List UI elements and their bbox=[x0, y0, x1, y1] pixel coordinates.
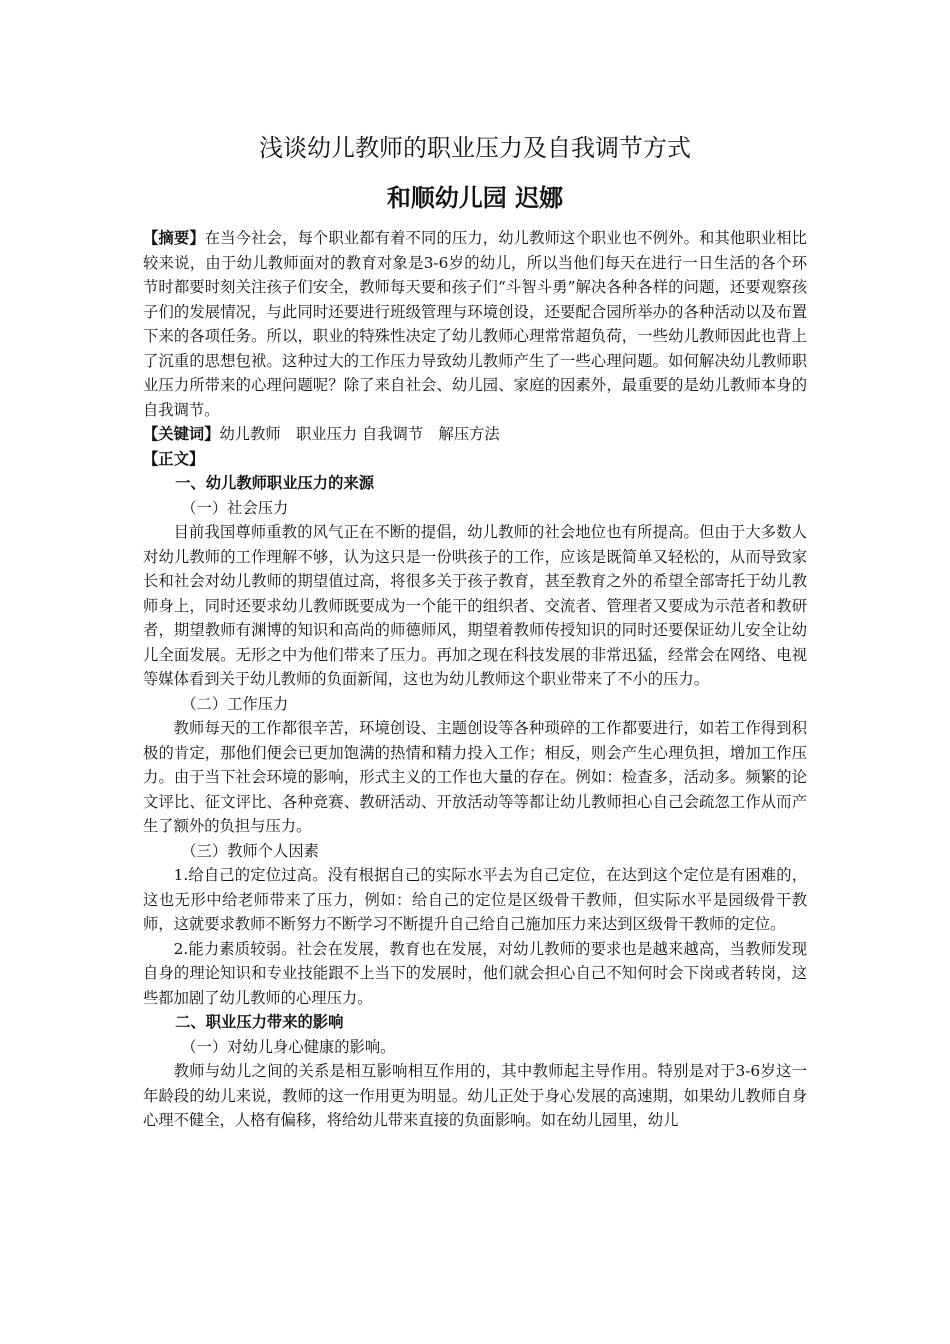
body-paragraph: 目前我国尊师重教的风气正在不断的提倡，幼儿教师的社会地位也有所提高。但由于大多数人对幼儿教师的工作理解不够，认为这只是一份哄孩子的工作，应该是既简单又轻松的，从而导致家长和社会对幼儿教师的期望值过高，将很多关于孩子教育，甚至教育之外的希望全部寄托于幼儿教师身上，同时还要求幼儿教师既要成为一个能干的组织者、交流者、管理者又要成为示范者和教研者，期望教师有渊博的知识和高尚的师德师风，期望着教师传授知识的同时还要保证幼儿安全让幼儿全面发展。无形之中为他们带来了压力。再加之现在科技发展的非常迅猛，经常会在网络、电视等媒体看到关于幼儿教师的负面新闻，这也为幼儿教师这个职业带来了不小的压力。 bbox=[143, 523, 807, 688]
body-paragraph: 2.能力素质较弱。社会在发展，教育也在发展，对幼儿教师的要求也是越来越高，当教师发现自身的理论知识和专业技能跟不上当下的发展时，他们就会担心自己不知何时会下岗或者转岗，这些都加剧了幼儿教师的心理压力。 bbox=[143, 939, 807, 1007]
keywords-text: 幼儿教师 职业压力 自我调节 解压方法 bbox=[219, 425, 500, 443]
body-paragraph: 教师每天的工作都很辛苦，环境创设、主题创设等各种琐碎的工作都要进行，如若工作得到积极的肯定，那他们便会已更加饱满的热情和精力投入工作；相反，则会产生心理负担，增加工作压力。由于当下社会环境的影响，形式主义的工作也大量的存在。例如：检查多，活动多。频繁的论文评比、征文评比、各种竞赛、教研活动、开放活动等等都让幼儿教师担心自己会疏忽工作从而产生了额外的负担与压力。 bbox=[143, 719, 807, 835]
section-heading: 二、职业压力带来的影响 bbox=[175, 1013, 344, 1031]
section-heading: 一、幼儿教师职业压力的来源 bbox=[175, 474, 374, 492]
document-title: 浅谈幼儿教师的职业压力及自我调节方式 bbox=[259, 134, 691, 162]
subsection-heading: （二）工作压力 bbox=[181, 694, 289, 713]
abstract-text: 在当今社会，每个职业都有着不同的压力，幼儿教师这个职业也不例外。和其他职业相比较来说，由于幼儿教师面对的教育对象是3-6岁的幼儿，所以当他们每天在进行一日生活的各个环节时都要时刻关注孩子们安全，教师每天要和孩子们“斗智斗勇”解决各种各样的问题，还要观察孩子们的发展情况，与此同时还要进行班级管理与环境创设，还要配合园所举办的各种活动以及布置下来的各项任务。所以，职业的特殊性决定了幼儿教师心理常常超负荷，一些幼儿教师因此也背上了沉重的思想包袱。这种过大的工作压力导致幼儿教师产生了一些心理问题。如何解决幼儿教师职业压力所带来的心理问题呢？除了来自社会、幼儿园、家庭的因素外，最重要的是幼儿教师本身的自我调节。 bbox=[143, 229, 807, 419]
abstract-paragraph bbox=[143, 226, 807, 422]
document-page bbox=[143, 128, 807, 1133]
keywords-paragraph bbox=[143, 422, 807, 447]
subsection-heading: （一）社会压力 bbox=[181, 498, 289, 517]
body-paragraph: 1.给自己的定位过高。没有根据自己的实际水平去为自己定位，在达到这个定位是有困难的，这也无形中给老师带来了压力，例如：给自己的定位是区级骨干教师，但实际水平是园级骨干教师，这就要求教师不断努力不断学习不断提升自己给自己施加压力来达到区级骨干教师的定位。 bbox=[143, 866, 807, 933]
abstract-label: 【摘要】 bbox=[143, 229, 205, 247]
keywords-label: 【关键词】 bbox=[143, 425, 220, 443]
document-author: 和顺幼儿园 迟娜 bbox=[386, 184, 564, 212]
body-label: 【正文】 bbox=[143, 449, 205, 468]
body-paragraph: 教师与幼儿之间的关系是相互影响相互作用的，其中教师起主导作用。特别是对于3-6岁这一年龄段的幼儿来说，教师的这一作用更为明显。幼儿正处于身心发展的高速期，如果幼儿教师自身心理不健全，人格有偏移，将给幼儿带来直接的负面影响。如在幼儿园里，幼儿 bbox=[143, 1062, 807, 1129]
subsection-heading: （三）教师个人因素 bbox=[181, 841, 319, 860]
subsection-heading: （一）对幼儿身心健康的影响。 bbox=[181, 1037, 396, 1056]
